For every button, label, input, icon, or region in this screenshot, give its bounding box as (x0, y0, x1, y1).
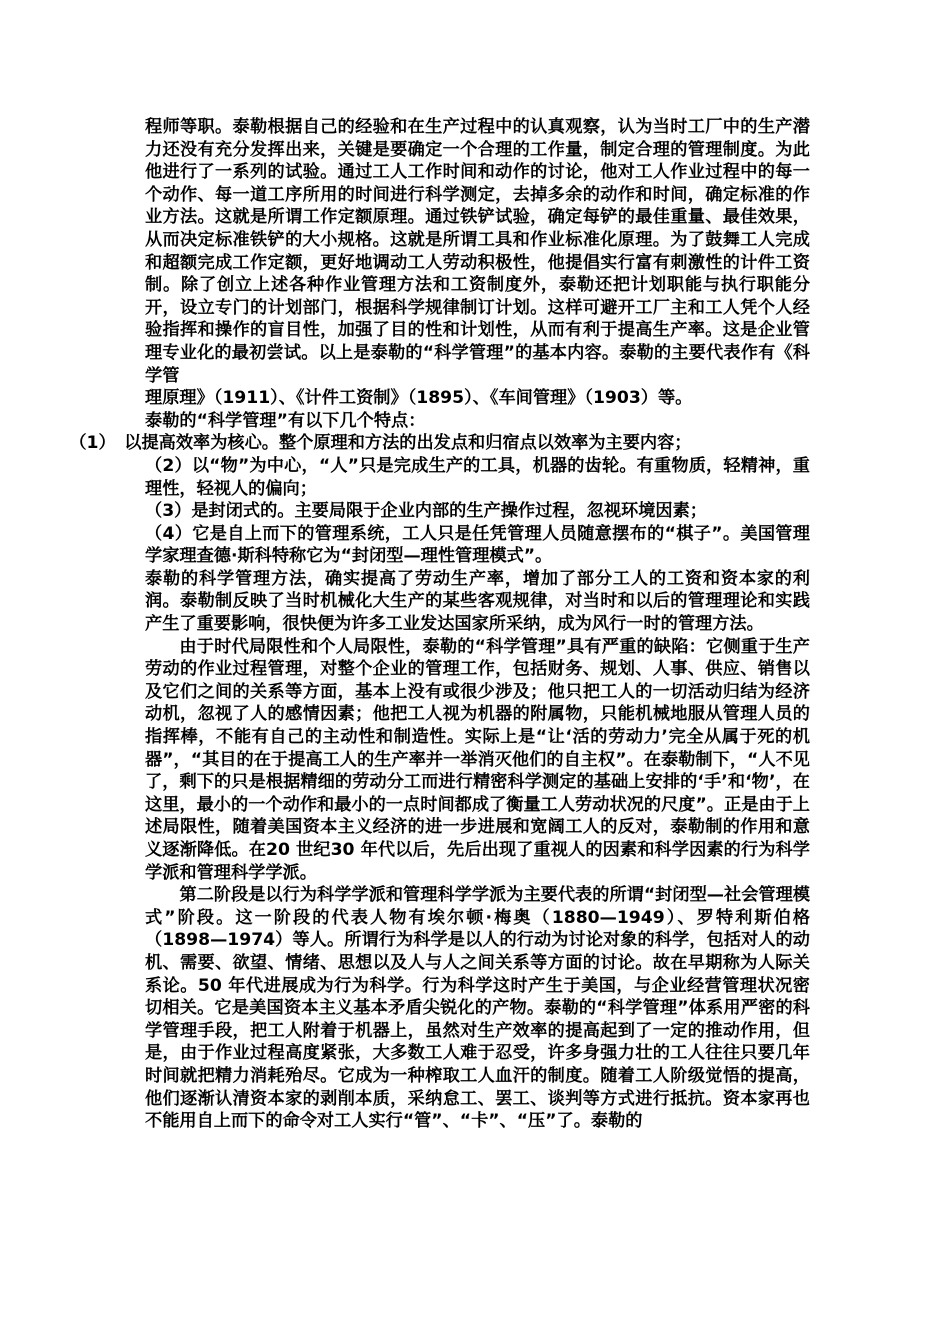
document-body (69, 116, 810, 1133)
paragraph-scientific-management-content: 程师等职。泰勒根据自己的经验和在生产过程中的认真观察，认为当时工厂中的生产潜力还没有充分发挥出来，关键是要确定一个合理的工作量，制定合理的管理制度。为此他进行了一系列的试验。通过工人工作时间和动作的讨论，他对工人作业过程中的每一个动作、每一道工序所用的时间进行科学测定，去掉多余的动作和时间，确定标准的作业方法。这就是所谓工作定额原理。通过铁铲试验，确定每铲的最佳重量、最佳效果，从而决定标准铁铲的大小规格。这就是所谓工具和作业标准化原理。为了鼓舞工人完成和超额完成工作定额，更好地调动工人劳动积极性，他提倡实行富有刺激性的计件工资制。除了创立上述各种作业管理方法和工资制度外，泰勒还把计划职能与执行职能分开，设立专门的计划部门，根据科学规律制订计划。这样可避开工厂主和工人凭个人经验指挥和操作的盲目性，加强了目的性和计划性，从而有利于提高生产率。这是企业管理专业化的最初尝试。以上是泰勒的“科学管理”的基本内容。泰勒的主要代表作有《科学管 (145, 117, 810, 386)
paragraph-features-intro: 泰勒的“科学管理”有以下几个特点： (145, 410, 426, 431)
paragraph-limitations: 由于时代局限性和个人局限性，泰勒的“科学管理”具有严重的缺陷：它侧重于生产劳动的作业过程管理，对整个企业的管理工作，包括财务、规划、人事、供应、销售以及它们之间的关系等方面，基本上没有或很少涉及；他只把工人的一切活动归结为经济动机，忽视了人的感情因素；他把工人视为机器的附属物，只能机械地服从管理人员的指挥棒，不能有自己的主动性和制造性。实际上是“让‘活的劳动力’完全从属于死的机器”，“其目的在于提高工人的生产率并一举消灭他们的自主权”。在泰勒制下，“人不见了，剩下的只是根据精细的劳动分工而进行精密科学测定的基础上安排的‘手’和‘物’，在这里，最小的一个动作和最小的一点时间都成了衡量工人劳动状况的尺度”。正是由于上述局限性，随着美国资本主义经济的进一步进展和宽阔工人的反对，泰勒制的作用和意义逐渐降低。在20 世纪30 年代以后，先后出现了重视人的因素和科学因素的行为科学学派和管理科学学派。 (145, 636, 810, 883)
feature-item-4: （4）它是自上而下的管理系统，工人只是任凭管理人员随意摆布的“棋子”。美国管理学家理查德·斯科特称它为“封闭型—理性管理模式”。 (145, 523, 810, 567)
feature-item-3: （3）是封闭式的。主要局限于企业内部的生产操作过程，忽视环境因素； (145, 501, 707, 522)
paragraph-second-stage: 第二阶段是以行为科学学派和管理科学学派为主要代表的所谓“封闭型—社会管理模式”阶段。这一阶段的代表人物有埃尔顿·梅奥（1880—1949）、罗特利斯伯格（1898—1974）等人。所谓行为科学是以人的行动为讨论对象的科学，包括对人的动机、需要、欲望、情绪、思想以及人与人之间关系等方面的讨论。故在早期称为人际关系论。50 年代进展成为行为科学。行为科学这时产生于美国，与企业经营管理状况密切相关。它是美国资本主义基本矛盾尖锐化的产物。泰勒的“科学管理”体系用严密的科学管理手段，把工人附着于机器上，虽然对生产效率的提高起到了一定的推动作用，但是，由于作业过程高度紧张，大多数工人难于忍受，许多身强力壮的工人往往只要几年时间就把精力消耗殆尽。它成为一种榨取工人血汗的制度。随着工人阶级觉悟的提高，他们逐渐认清资本家的剥削本质，采纳怠工、罢工、谈判等方式进行抵抗。资本家再也不能用自上而下的命令对工人实行“管”、“卡”、“压”了。泰勒的 (145, 885, 810, 1132)
paragraph-representative-works: 理原理》（1911）、《计件工资制》（1895）、《车间管理》（1903）等。 (145, 388, 693, 409)
feature-item-2: （2）以“物”为中心，“人”只是完成生产的工具，机器的齿轮。有重物质，轻精神，重理性，轻视人的偏向； (145, 455, 810, 499)
paragraph-evaluation: 泰勒的科学管理方法，确实提高了劳动生产率，增加了部分工人的工资和资本家的利润。泰勒制反映了当时机械化大生产的某些客观规律，对当时和以后的管理理论和实践产生了重要影响，很快便为许多工业发达国家所采纳，成为风行一时的管理方法。 (145, 568, 810, 635)
feature-item-1: （1） 以提高效率为核心。整个原理和方法的出发点和归宿点以效率为主要内容； (69, 433, 692, 454)
